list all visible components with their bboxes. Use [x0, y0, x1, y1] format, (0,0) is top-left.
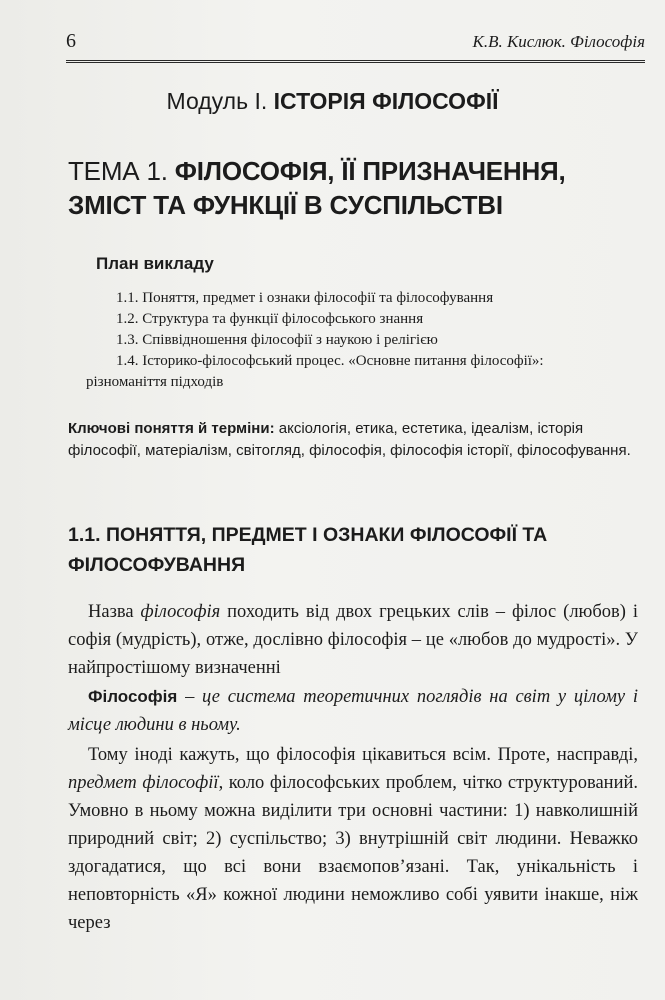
topic-prefix: ТЕМА 1. — [68, 156, 175, 186]
module-prefix: Модуль І. — [166, 88, 274, 114]
plan-item: 1.3. Співвідношення філософії з наукою і релігією — [116, 332, 438, 348]
plan-item: 1.2. Структура та функції філософського знання — [116, 311, 424, 327]
section-heading — [68, 520, 638, 580]
paragraph-etymology — [68, 598, 638, 682]
paragraph-text: Назва — [88, 602, 141, 622]
section-title-line1: 1.1. ПОНЯТТЯ, ПРЕДМЕТ І ОЗНАКИ ФІЛОСОФІЇ ТА — [68, 524, 548, 546]
plan-list — [86, 288, 636, 393]
plan-item: 1.1. Поняття, предмет і ознаки філософії та філософування — [116, 290, 494, 306]
module-heading — [0, 88, 665, 115]
key-terms — [68, 418, 638, 462]
emphasis-term: філософія — [140, 602, 221, 622]
key-terms-label: Ключові поняття й терміни: — [68, 420, 275, 437]
plan-item-continuation: різноманіття підходів — [86, 374, 224, 390]
running-title: К.В. Кислюк. Філософія — [472, 32, 645, 51]
definition-text: – це система теоретичних поглядів на світ у цілому і місце людини в ньому. — [68, 687, 638, 735]
key-terms-text: аксіологія, етика, естетика, ідеалізм, історія філософії, матеріалізм, світогляд, філософія, філософія історії, філософування. — [68, 420, 631, 459]
page-number: 6 — [66, 30, 76, 52]
topic-title-line1: ФІЛОСОФІЯ, ЇЇ ПРИЗНАЧЕННЯ, — [174, 156, 566, 186]
section-title-line2: ФІЛОСОФУВАННЯ — [68, 554, 246, 576]
topic-heading — [68, 154, 648, 222]
plan-item: 1.4. Історико-філософський процес. «Основне питання філософії»: — [116, 353, 544, 369]
paragraph-text: походить від двох грецьких слів – філос (любов) і софія (мудрість), отже, дослівно філософія – це «любов до мудрості». У найпростішому визначенні — [68, 602, 638, 678]
topic-title-line2: ЗМІСТ ТА ФУНКЦІЇ В СУСПІЛЬСТВІ — [68, 190, 503, 220]
paragraph-text: Тому іноді кажуть, що філософія цікавиться всім. Проте, насправді, — [88, 745, 638, 765]
paragraph-text: , коло філософських проблем, чітко структурований. Умовно в ньому можна виділити три основні частини: 1) навколишній природний світ; 2) суспільство; 3) внутрішній світ людини. Неважко здогадатися, що всі вони взаємопов’язані. Так, унікальність і неповторність «Я» кожної людини неможливо собі уявити інакше, ніж через — [68, 773, 639, 933]
module-title: ІСТОРІЯ ФІЛОСОФІЇ — [273, 88, 499, 114]
emphasis-term: предмет філософії — [68, 773, 219, 793]
page-header — [66, 26, 645, 63]
definition-paragraph — [68, 683, 638, 739]
plan-title: План викладу — [96, 254, 214, 273]
paragraph-subject — [68, 741, 638, 937]
definition-term: Філософія — [88, 687, 178, 706]
